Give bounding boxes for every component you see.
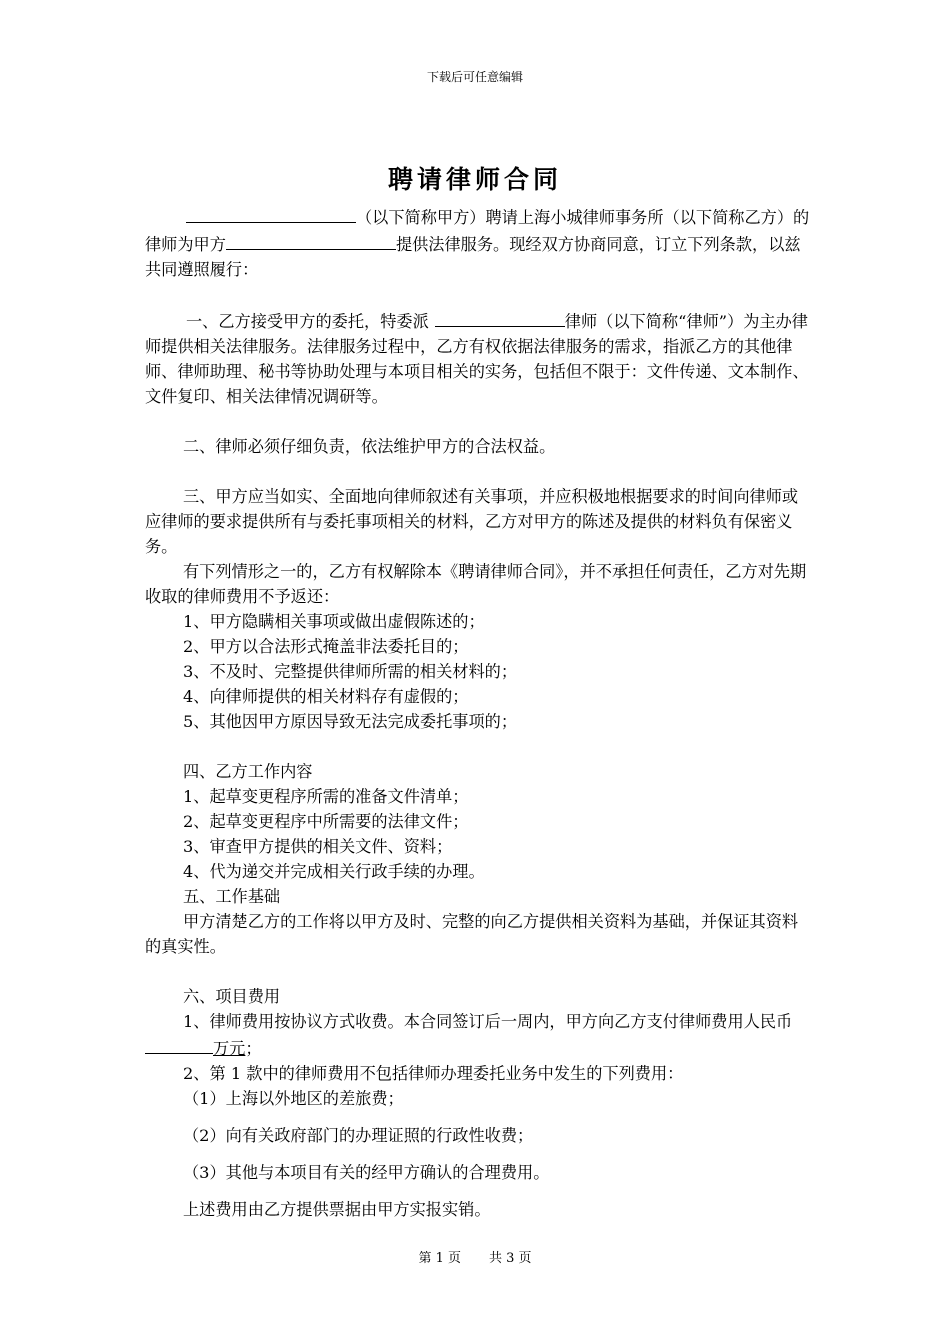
page-number: 第 1 页: [418, 1251, 461, 1266]
section-4-heading: 四、乙方工作内容: [183, 762, 313, 781]
section-1: 一、乙方接受甲方的委托，特委派 律师（以下简称“律师”）为主办律师提供相关法律服务。法律服务过程中，乙方有权依据法律服务的需求，指派乙方的其他律师、律师助理、秘书等协助处理与本项目相关的实务，包括但不限于：文件传递、文本制作、文件复印、相关法律情况调研等。: [145, 307, 810, 409]
fee-amount-blank[interactable]: [145, 1034, 213, 1054]
list-item: 2、甲方以合法形式掩盖非法委托目的；: [183, 637, 469, 656]
section-6-exclusions: 2、第 1 款中的律师费用不包括律师办理委托业务中发生的下列费用：: [183, 1064, 684, 1083]
client-name-blank[interactable]: [186, 203, 356, 223]
list-item: 3、审查甲方提供的相关文件、资料；: [183, 837, 453, 856]
section-3-paragraph: 三、甲方应当如实、全面地向律师叙述有关事项，并应积极地根据要求的时间向律师或应律师的要求提供所有与委托事项相关的材料，乙方对甲方的陈述及提供的材料负有保密义务。: [145, 487, 799, 556]
document-title: 聘请律师合同: [387, 165, 562, 194]
list-item: 2、起草变更程序中所需要的法律文件；: [183, 812, 469, 831]
list-item: 4、代为递交并完成相关行政手续的办理。: [183, 862, 485, 881]
section-3-termination: 有下列情形之一的，乙方有权解除本《聘请律师合同》，并不承担任何责任，乙方对先期收取的律师费用不予返还：: [145, 562, 807, 606]
lawyer-name-blank[interactable]: [435, 307, 565, 327]
section-2: 二、律师必须仔细负责，依法维护甲方的合法权益。: [183, 437, 556, 456]
list-item: 3、不及时、完整提供律师所需的相关材料的；: [183, 662, 518, 681]
list-item: 1、甲方隐瞒相关事项或做出虚假陈述的；: [183, 612, 485, 631]
section-6-heading: 六、项目费用: [183, 987, 281, 1006]
page-footer: [0, 1247, 950, 1266]
section-5-heading: 五、工作基础: [183, 887, 281, 906]
section-6-closing: 上述费用由乙方提供票据由甲方实报实销。: [183, 1200, 491, 1219]
page-total: 共 3 页: [489, 1251, 532, 1266]
list-item: （3）其他与本项目有关的经甲方确认的合理费用。: [183, 1163, 550, 1182]
section-6-fee-paragraph: 1、律师费用按协议方式收费。本合同签订后一周内，甲方向乙方支付律师费用人民币万元；: [145, 1009, 810, 1061]
list-item: 5、其他因甲方原因导致无法完成委托事项的；: [183, 712, 518, 731]
list-item: （1）上海以外地区的差旅费；: [183, 1089, 404, 1108]
document-body: [145, 203, 810, 1222]
page-header: 下载后可任意编辑: [426, 70, 523, 84]
preamble-paragraph: （以下简称甲方）聘请上海小城律师事务所（以下简称乙方）的律师为甲方 提供法律服务。现经双方协商同意，订立下列条款，以兹共同遵照履行：: [145, 203, 810, 282]
list-item: 1、起草变更程序所需的准备文件清单；: [183, 787, 469, 806]
section-5-text: 甲方清楚乙方的工作将以甲方及时、完整的向乙方提供相关资料为基础，并保证其资料的真实性。: [145, 912, 799, 956]
service-target-blank[interactable]: [226, 230, 396, 250]
list-item: 4、向律师提供的相关材料存有虚假的；: [183, 687, 469, 706]
list-item: （2）向有关政府部门的办理证照的行政性收费；: [183, 1126, 534, 1145]
